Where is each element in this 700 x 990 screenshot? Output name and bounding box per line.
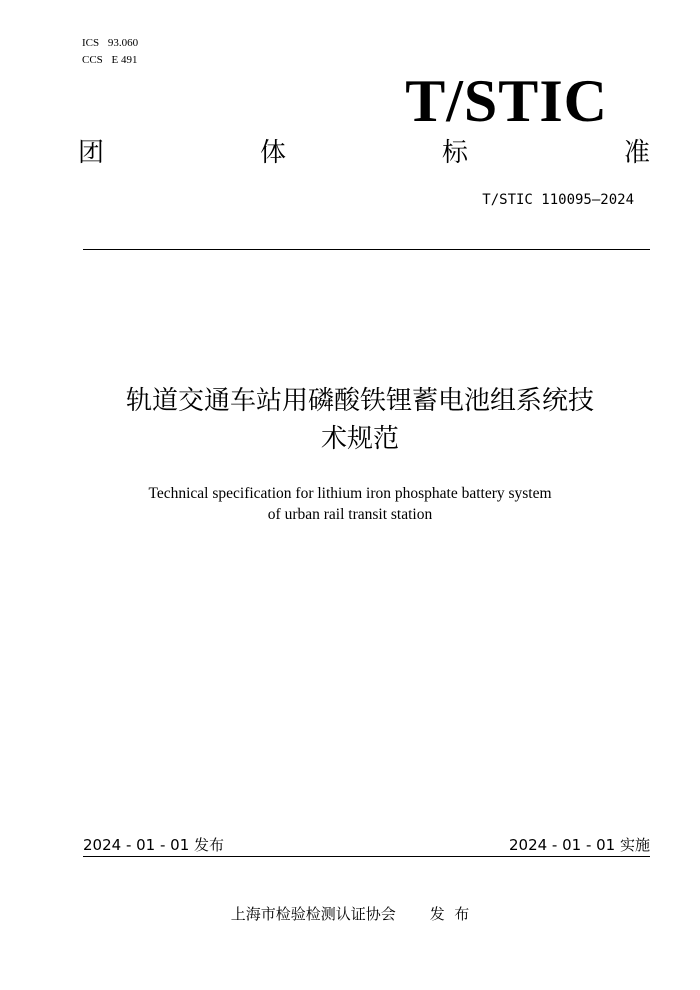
standard-logo: T/STIC [405, 68, 608, 134]
ccs-label: CCS [82, 54, 103, 66]
bottom-divider [83, 856, 650, 857]
chinese-title [60, 382, 660, 458]
chinese-title-line-1: 轨道交通车站用磷酸铁锂蓄电池组系统技 [125, 386, 594, 416]
standard-type-char: 准 [623, 138, 650, 168]
chinese-title-line-2: 术规范 [320, 424, 399, 454]
publisher-action: 发 布 [429, 905, 470, 923]
ics-value: 93.060 [107, 37, 139, 49]
standard-type-char: 体 [259, 138, 286, 168]
english-title-line-2: of urban rail transit station [267, 506, 433, 523]
ics-label: ICS [82, 37, 100, 49]
english-title-line-1: Technical specification for lithium iron phosphate battery system [148, 485, 552, 502]
top-divider [83, 249, 650, 250]
standard-type-char: 团 [78, 138, 105, 168]
publisher-line [0, 903, 700, 924]
ics-row [82, 35, 138, 52]
standard-type-char: 标 [441, 138, 468, 168]
implement-date: 2024 - 01 - 01 实施 [508, 836, 650, 854]
standard-type-heading [78, 135, 650, 171]
ccs-row [82, 52, 138, 69]
standard-number: T/STIC 110095—2024 [482, 192, 634, 208]
ccs-value: E 491 [111, 54, 138, 66]
english-title [60, 483, 640, 525]
publisher-name: 上海市检验检测认证协会 [230, 905, 396, 923]
publish-date: 2024 - 01 - 01 发布 [83, 836, 225, 854]
classification-codes [82, 35, 138, 69]
